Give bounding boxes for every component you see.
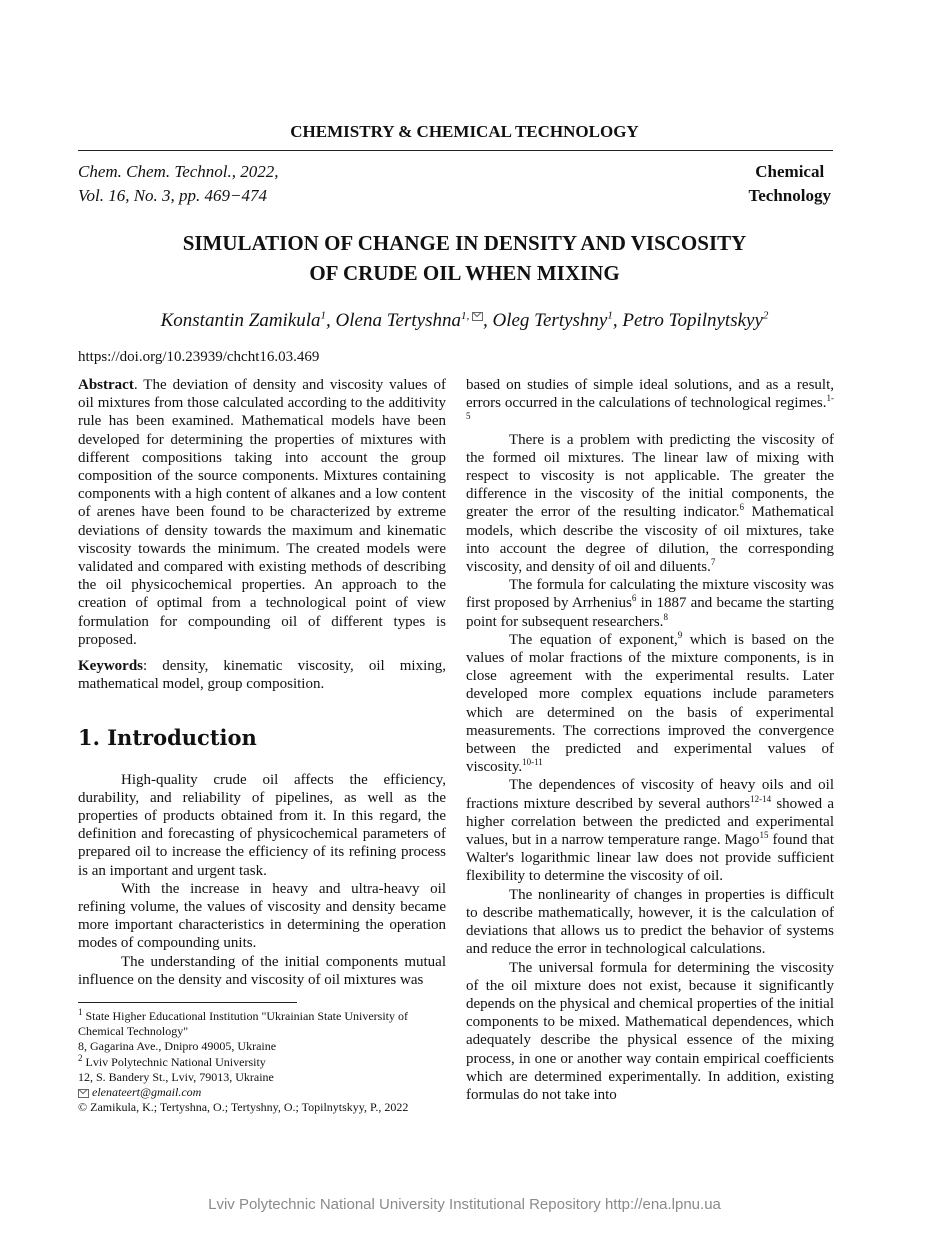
citation-block <box>78 160 279 208</box>
citation-ref: 10-11 <box>522 757 543 768</box>
footnote-affiliation-2 <box>78 1052 448 1070</box>
paragraph-text: found that Walter's logarithmic linear law does not provide sufficient flexibility to determine the viscosity of oil. <box>466 832 834 885</box>
author-name: Petro Topilnytskyy <box>622 310 763 331</box>
keywords <box>78 657 446 693</box>
paragraph <box>466 776 834 885</box>
paragraph <box>466 376 834 431</box>
author-name: Olena Tertyshna <box>335 310 461 331</box>
abstract-label: Abstract <box>78 377 134 393</box>
citation-ref: 8 <box>663 611 668 622</box>
envelope-icon <box>472 312 483 321</box>
paragraph-text: in 1887 and became the starting point for subsequent researchers. <box>466 595 834 630</box>
repository-footer: Lviv Polytechnic National University Institutional Repository http://ena.lpnu.ua <box>208 1196 721 1213</box>
citation-line-2: Vol. 16, No. 3, pp. 469−474 <box>78 186 268 205</box>
citation-ref: 6 <box>631 593 637 604</box>
email-link[interactable]: elenateert@gmail.com <box>92 1085 202 1100</box>
title-line-2: OF CRUDE OIL WHEN MIXING <box>309 261 620 285</box>
footnote-affiliation-1 <box>78 1009 448 1039</box>
author-name: Oleg Tertyshny <box>492 310 608 331</box>
footnote-text: Lviv Polytechnic National University <box>82 1054 266 1069</box>
citation-ref: 7 <box>710 557 716 568</box>
footnote-address-1: 8, Gagarina Ave., Dnipro 49005, Ukraine <box>78 1039 277 1054</box>
footnote-text: State Higher Educational Institution "Ukrainian State University of Chemical Technology" <box>78 1009 408 1039</box>
paragraph: High-quality crude oil affects the efficiency, durability, and reliability of pipelines, as well as the properties of products obtained from it. In this regard, the definition and forecasting of physicochemical parameters of prepared oil to increase the efficiency of its refining process is an important and urgent task. <box>78 771 446 879</box>
paper-title <box>0 228 929 288</box>
section-line-2: Technology <box>748 186 831 205</box>
keywords-label: Keywords <box>78 658 143 675</box>
paragraph-text: There is a problem with predicting the viscosity of the formed oil mixtures. The linear law of mixing with respect to viscosity is not applicable. The greater the difference in the viscosity of the initial components, the greater the error of the resulting indicator. <box>466 431 834 521</box>
footnote-marker: 2 <box>78 1052 83 1063</box>
paragraph-text: The equation of exponent, <box>509 631 678 648</box>
paragraph-text: based on studies of simple ideal solutions, and as a result, errors occurred in the calculations of technological regimes. <box>466 377 834 412</box>
author-separator: , <box>612 310 623 331</box>
paragraph: The universal formula for determining the viscosity of the oil mixture does not exist, because it significantly depends on the physical and chemical properties of the initial components to be mixed. Mathematical dependences, which adequately describe the physical essence of the mixing process, in one or another way contain empirical coefficients which are determined experimentally. In addition, existing formulas do not take into <box>466 959 834 1103</box>
author-affiliation: 2 <box>762 309 769 322</box>
abstract-text: . The deviation of density and viscosity values of oil mixtures from those calculated according to the additivity rule has been examined. Mathematical models have been developed for determining the properties of mixtures with different compositions taking into account the group composition of the source components. Mixtures containing components with a high content of alkanes and a low content of arenes have been found to be characterized by extreme deviations of density towards the maximum and kinematic viscosity towards the minimum. The created models were validated and compared with existing methods of describing the oil physicochemical properties. An approach to the creation of optimal from a technological point of view formulation for compounding oil of different types is proposed. <box>78 377 446 648</box>
title-line-1: SIMULATION OF CHANGE IN DENSITY AND VISCOSITY <box>182 231 747 255</box>
author-affiliation: 1 <box>320 309 327 322</box>
journal-header: CHEMISTRY & CHEMICAL TECHNOLOGY <box>290 122 639 141</box>
paragraph <box>466 576 834 631</box>
citation-ref: 12-14 <box>750 793 772 804</box>
left-column <box>78 376 446 989</box>
paragraph <box>466 431 834 577</box>
author-separator: , <box>482 310 493 331</box>
keywords-text: : density, kinematic viscosity, oil mixing, mathematical model, group composition. <box>78 658 446 693</box>
paragraph: The nonlinearity of changes in properties is difficult to describe mathematically, however, it is the calculation of deviations that allows us to predict the behavior of systems and reduce the error in technological calculations. <box>466 886 834 958</box>
paragraph <box>466 631 834 777</box>
envelope-icon <box>78 1089 89 1098</box>
author-affiliation-number: 1, <box>460 309 470 322</box>
author-name: Konstantin Zamikula <box>160 310 321 331</box>
footnote-rule <box>78 1002 297 1003</box>
author-affiliation <box>461 310 483 322</box>
section-heading-introduction: 1. Introduction <box>78 725 257 751</box>
doi-link[interactable]: https://doi.org/10.23939/chcht16.03.469 <box>78 349 320 365</box>
footnote-marker: 1 <box>78 1007 83 1017</box>
footnote-email <box>78 1085 448 1100</box>
header-rule <box>78 150 833 151</box>
footnotes <box>78 1009 448 1115</box>
paragraph-text: showed a higher correlation between the predicted and experimental values, but in a narrow temperature range. Mago <box>466 795 834 849</box>
citation-line-1: Chem. Chem. Technol., 2022, <box>78 162 279 181</box>
citation-ref: 1-5 <box>466 393 834 422</box>
author-separator: , <box>326 310 336 331</box>
paragraph: The understanding of the initial components mutual influence on the density and viscosity of oil mixtures was <box>78 953 446 988</box>
paragraph-text: The dependences of viscosity of heavy oils and oil fractions mixture described by several authors <box>466 777 834 812</box>
citation-ref: 6 <box>739 502 745 513</box>
author-affiliation: 1 <box>607 309 613 322</box>
paragraph: With the increase in heavy and ultra-heavy oil refining volume, the values of viscosity and density became more important characteristics in determining the operation modes of compounding units. <box>78 880 446 952</box>
citation-ref: 9 <box>677 629 683 640</box>
section-label <box>748 160 831 208</box>
author-list <box>0 310 929 332</box>
abstract <box>78 376 446 649</box>
paragraph-text: The formula for calculating the mixture viscosity was first proposed by Arrhenius <box>466 577 834 612</box>
paragraph-text: which is based on the values of molar fractions of the mixture components, is in close agreement with the experimental results. Later developed more complex equations include parameters which are determined on the basis of experimental measurements. The corrections improved the convergence between the predicted and experimental values of viscosity. <box>466 631 835 776</box>
citation-ref: 15 <box>759 830 769 841</box>
paragraph-text: Mathematical models, which describe the viscosity of oil mixtures, take into account the degree of dilution, the corresponding viscosity, and density of oil and diluents. <box>466 504 834 576</box>
section-line-1: Chemical <box>755 162 825 181</box>
right-column <box>466 376 834 1104</box>
footnote-address-2: 12, S. Bandery St., Lviv, 79013, Ukraine <box>78 1069 274 1084</box>
footnote-copyright: © Zamikula, K.; Tertyshna, O.; Tertyshny, O.; Topilnytskyy, P., 2022 <box>78 1100 409 1115</box>
